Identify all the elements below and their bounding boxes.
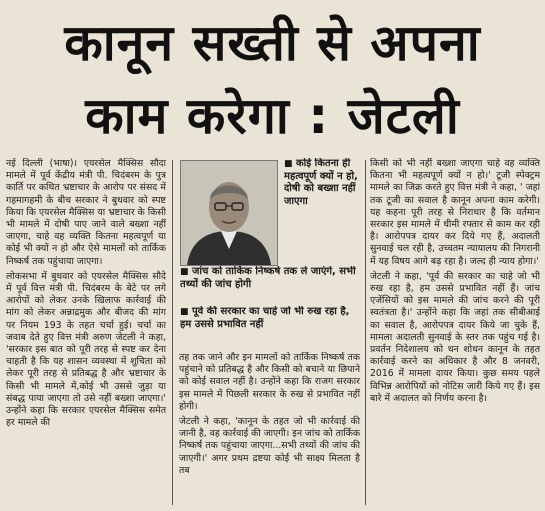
column-1-paragraph-1: नई दिल्ली (भाषा)। एयरसेल मैक्सिस सौदा मामले में पूर्व केंद्रीय मंत्री पी. चिदंबरम के पुत्र कार्ति पर कथित भ्रष्टाचार के आरोप पर संसद में गहमागहमी के बीच सरकार ने बुधवार को स्पष्ट किया कि एयरसेल मैक्सिस या भ्रष्टाचार के किसी भी मामले में दोषी पाए जाने वाले बख्शा नहीं जाएगा, चाहे वह व्यक्ति कितना महत्वपूर्ण या कोई भी क्यों न हो और ऐसे मामलों को तार्किक निष्कर्ष तक पहुंचाया जाएगा। [6,158,166,267]
pullquote-3-text: पूर्व की सरकार का चाहे जो भी रुख रहा है, हम उससे प्रभावित नहीं [180,306,350,330]
square-bullet-icon: ■ [284,159,293,169]
column-divider-2 [365,160,366,505]
column-2-paragraph-1: तह तक जाने और इन मामलों को तार्किक निष्कर्ष तक पहुंचाने को प्रतिबद्ध है और किसी को बचाने या छिपाने को कोई सवाल नहीं है। उन्होंने कहा कि राजग सरकार इस मामले में पिछली सरकार के रुख से प्रभावित नहीं होगी। [179,352,360,412]
column-3-paragraph-2: जेटली ने कहा, 'पूर्व की सरकार का चाहे जो भी रुख रहा है, हम उससे प्रभावित नहीं हैं। जांच एजेंसियों को इस मामले की जांच करने की पूरी स्वतंत्रता है।' उन्होंने कहा कि जहां तक सीबीआई का सवाल है, आरोपपत्र दायर किये जा चुके हैं, मामला अदालती सुनवाई के स्तर तक पहुंच गई है। प्रवर्तन निदेशालय को धन शोधन कानून के तहत कार्रवाई करने का अधिकार है और 8 जनवरी, 2016 में मामला दायर किया। कुछ समय पहले विभिन्न आरोपियों को नोटिस जारी किये गए हैं। इस बारे में अदालत को निर्णय करना है। [370,270,540,404]
column-2-paragraph-2: जेटली ने कहा, 'कानून के तहत जो भी कार्रवाई की जानी है, वह कार्रवाई की जाएगी। इन जांच को तार्किक निष्कर्ष तक पहुंचाया जाएगा...सभी तथ्यों की जांच की जाएगी।' अगर प्रथम द्रष्टया कोई भी साक्ष्य मिलता है तब [179,416,360,476]
pullquote-3 [180,306,362,344]
column-divider-1 [172,160,173,505]
article-column-1 [6,158,166,506]
headline-line-1: कानून सख्ती से अपना [64,14,481,72]
article-column-2 [179,352,360,506]
headline-line-2: काम करेगा : जेटली [85,87,460,145]
square-bullet-icon: ■ [180,267,189,277]
portrait-illustration [181,161,277,265]
column-3-paragraph-1: किसी को भी नहीं बख्शा जाएगा चाहे वह व्यक्ति कितना भी महत्वपूर्ण क्यों न हो।' टूजी स्पेक्ट्रम मामले का जिक्र करते हुए वित्त मंत्री ने कहा, ' जहां तक टूजी का सवाल है कानून अपना काम करेगी। यह कहना पूरी तरह से निराधार है कि वर्तमान सरकार इस मामले में धीमी रफ्तार से काम कर रही है। आरोपपत्र दायर कर दिये गए हैं, अदालती सुनवाई चल रही है, उच्चतम न्यायालय की निगरानी में यह विषय आगे बढ़ रहा है। जल्द ही न्याय होगा।' [370,158,540,267]
article-column-3 [370,158,540,506]
pullquote-2 [180,266,362,308]
column-1-paragraph-2: लोकसभा में बुधवार को एयरसेल मैक्सिस सौदे में पूर्व वित्त मंत्री पी. चिदंबरम के बेटे पर लगे आरोपों को लेकर उनके खिलाफ कार्रवाई की मांग को लेकर अन्नाद्रमुक और बीजद की मांग पर नियम 193 के तहत चर्चा हुई। चर्चा का जवाब देते हुए वित्त मंत्री अरुण जेटली ने कहा, 'सरकार इस बात को पूरी तरह से स्पष्ट कर देना चाहती है कि यह शासन व्यवस्था में शुचिता को लेकर पूरी तरह से प्रतिबद्ध है और भ्रष्टाचार के किसी भी मामले में,कोई भी उससे जुड़ा या संबद्ध पाया जाएगा तो उसे नहीं बख्शा जाएगा।' उन्होंने कहा कि सरकार एयरसेल मैक्सिस समेत हर मामले की [6,270,166,429]
square-bullet-icon: ■ [180,307,189,317]
pullquote-1 [284,158,362,266]
pullquote-2-text: जांच को तार्किक निष्कर्ष तक ले जाएंगे, सभी तथ्यों की जांच होगी [180,266,356,290]
pullquote-1-text: कोई कितना ही महत्वपूर्ण क्यों न हो, दोषी को बख्शा नहीं जाएगा [284,158,358,207]
portrait-photo [180,160,278,266]
